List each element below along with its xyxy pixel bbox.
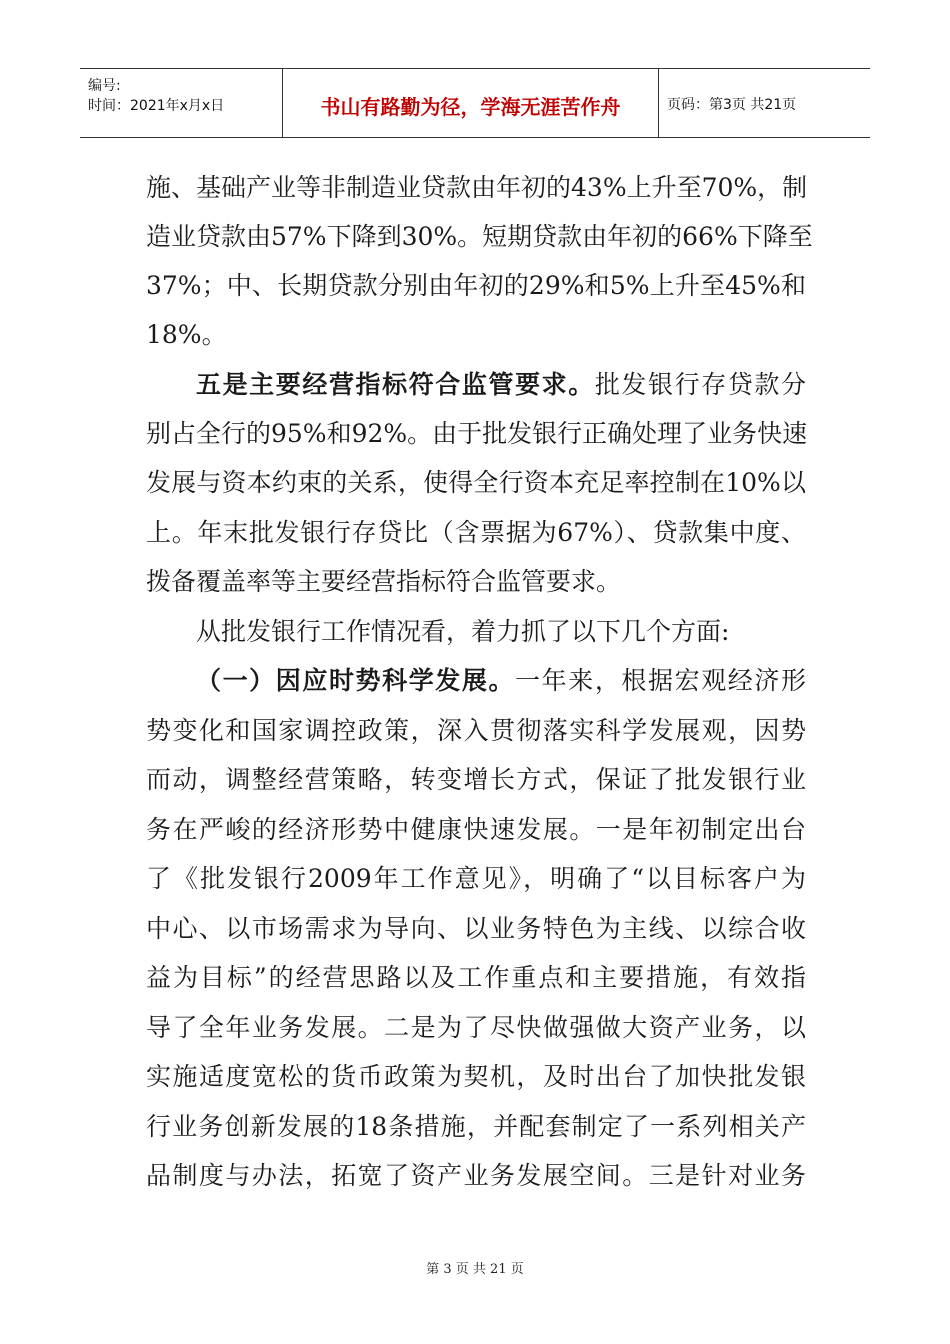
body-line: 势变化和国家调控政策，深入贯彻落实科学发展观，因势 bbox=[146, 716, 806, 745]
section-heading-line: （一）因应时势科学发展。一年来，根据宏观经济形 bbox=[196, 666, 806, 695]
body-line: 务在严峻的经济形势中健康快速发展。一是年初制定出台 bbox=[146, 815, 806, 844]
body-line: 上。年末批发银行存贷比（含票据为67%）、贷款集中度、 bbox=[146, 518, 806, 547]
body-line: 拨备覆盖率等主要经营指标符合监管要求。 bbox=[146, 567, 622, 596]
body-line: 益为目标”的经营思路以及工作重点和主要措施，有效指 bbox=[146, 963, 806, 992]
header-motto-cell bbox=[283, 69, 659, 137]
body-line: 实施适度宽松的货币政策为契机，及时出台了加快批发银 bbox=[146, 1062, 806, 1091]
body-line: 37%；中、长期贷款分别由年初的29%和5%上升至45%和 bbox=[146, 271, 806, 300]
header-page-number: 页码：第3页 共21页 bbox=[667, 97, 797, 113]
body-line: 品制度与办法，拓宽了资产业务发展空间。三是针对业务 bbox=[146, 1161, 806, 1190]
body-line: 18%。 bbox=[146, 320, 227, 349]
paragraph-heading-line: 五是主要经营指标符合监管要求。批发银行存贷款分 bbox=[196, 370, 806, 399]
document-number-label: 编号: bbox=[88, 78, 121, 94]
document-date-label: 时间：2021年x月x日 bbox=[88, 98, 225, 114]
section-heading: （一）因应时势科学发展。 bbox=[196, 666, 516, 695]
body-line: 了《批发银行2009年工作意见》，明确了“以目标客户为 bbox=[146, 864, 806, 893]
body-line: 从批发银行工作情况看，着力抓了以下几个方面: bbox=[196, 617, 730, 646]
body-line: 导了全年业务发展。二是为了尽快做强做大资产业务，以 bbox=[146, 1013, 806, 1042]
paragraph-heading: 五是主要经营指标符合监管要求。 bbox=[196, 370, 595, 399]
page-footer: 第 3 页 共 21 页 bbox=[426, 1262, 524, 1277]
body-line: 而动，调整经营策略，转变增长方式，保证了批发银行业 bbox=[146, 765, 806, 794]
header-motto: 书山有路勤为径，学海无涯苦作舟 bbox=[320, 95, 621, 119]
body-line: 造业贷款由57%下降到30%。短期贷款由年初的66%下降至 bbox=[146, 222, 813, 251]
body-line: 中心、以市场需求为导向、以业务特色为主线、以综合收 bbox=[146, 914, 806, 943]
page-header bbox=[80, 68, 870, 138]
body-line: 施、基础产业等非制造业贷款由年初的43%上升至70%，制 bbox=[146, 173, 808, 202]
header-info-cell bbox=[80, 69, 283, 137]
body-line: 行业务创新发展的18条措施，并配套制定了一系列相关产 bbox=[146, 1112, 806, 1141]
body-line: 别占全行的95%和92%。由于批发银行正确处理了业务快速 bbox=[146, 419, 808, 448]
body-line: 发展与资本约束的关系，使得全行资本充足率控制在10%以 bbox=[146, 468, 806, 497]
header-page-cell bbox=[659, 69, 870, 137]
